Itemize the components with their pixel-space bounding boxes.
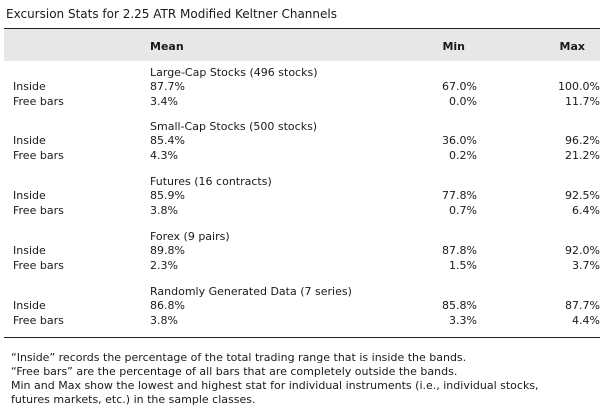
group-title: Randomly Generated Data (7 series): [150, 285, 352, 298]
min-value: 0.2%: [449, 149, 477, 162]
row-label: Inside: [13, 189, 46, 202]
mean-value: 2.3%: [150, 259, 178, 272]
table-row: [0, 299, 610, 313]
table-row: [0, 204, 610, 218]
mean-value: 87.7%: [150, 80, 185, 93]
row-label: Free bars: [13, 314, 64, 327]
row-label: Free bars: [13, 95, 64, 108]
header-min: Min: [442, 40, 465, 53]
group-small-cap: [0, 120, 610, 174]
row-label: Inside: [13, 134, 46, 147]
row-label: Inside: [13, 299, 46, 312]
table-row: [0, 134, 610, 148]
row-label: Inside: [13, 80, 46, 93]
row-label: Free bars: [13, 204, 64, 217]
header-max: Max: [559, 40, 585, 53]
footnotes: [11, 351, 601, 407]
mean-value: 89.8%: [150, 244, 185, 257]
min-value: 77.8%: [442, 189, 477, 202]
mean-value: 3.8%: [150, 314, 178, 327]
table-title: Excursion Stats for 2.25 ATR Modified Keltner Channels: [6, 7, 337, 21]
bottom-rule: [4, 337, 600, 338]
max-value: 87.7%: [565, 299, 600, 312]
group-title: Large-Cap Stocks (496 stocks): [150, 66, 318, 79]
footnote-line: futures markets, etc.) in the sample classes.: [11, 393, 256, 406]
group-futures: [0, 175, 610, 229]
mean-value: 3.4%: [150, 95, 178, 108]
max-value: 92.0%: [565, 244, 600, 257]
table-row: [0, 95, 610, 109]
table-row: [0, 259, 610, 273]
min-value: 0.7%: [449, 204, 477, 217]
header-band: [4, 29, 600, 61]
mean-value: 4.3%: [150, 149, 178, 162]
mean-value: 86.8%: [150, 299, 185, 312]
min-value: 67.0%: [442, 80, 477, 93]
footnote-line: “Free bars” are the percentage of all bars that are completely outside the bands.: [11, 365, 458, 378]
max-value: 6.4%: [572, 204, 600, 217]
max-value: 92.5%: [565, 189, 600, 202]
min-value: 36.0%: [442, 134, 477, 147]
group-title: Forex (9 pairs): [150, 230, 230, 243]
min-value: 87.8%: [442, 244, 477, 257]
table-row: [0, 189, 610, 203]
table-row: [0, 244, 610, 258]
footnote-line: “Inside” records the percentage of the total trading range that is inside the bands.: [11, 351, 467, 364]
min-value: 3.3%: [449, 314, 477, 327]
max-value: 4.4%: [572, 314, 600, 327]
group-title: Futures (16 contracts): [150, 175, 272, 188]
min-value: 0.0%: [449, 95, 477, 108]
table-row: [0, 149, 610, 163]
mean-value: 3.8%: [150, 204, 178, 217]
group-random-data: [0, 285, 610, 339]
mean-value: 85.9%: [150, 189, 185, 202]
max-value: 11.7%: [565, 95, 600, 108]
max-value: 100.0%: [558, 80, 600, 93]
row-label: Inside: [13, 244, 46, 257]
max-value: 3.7%: [572, 259, 600, 272]
row-label: Free bars: [13, 259, 64, 272]
header-mean: Mean: [150, 40, 184, 53]
max-value: 21.2%: [565, 149, 600, 162]
table-row: [0, 80, 610, 94]
footnote-line: Min and Max show the lowest and highest stat for individual instruments (i.e., individual stocks,: [11, 379, 539, 392]
row-label: Free bars: [13, 149, 64, 162]
group-forex: [0, 230, 610, 284]
table-row: [0, 314, 610, 328]
group-title: Small-Cap Stocks (500 stocks): [150, 120, 318, 133]
min-value: 85.8%: [442, 299, 477, 312]
max-value: 96.2%: [565, 134, 600, 147]
min-value: 1.5%: [449, 259, 477, 272]
mean-value: 85.4%: [150, 134, 185, 147]
group-large-cap: [0, 66, 610, 120]
